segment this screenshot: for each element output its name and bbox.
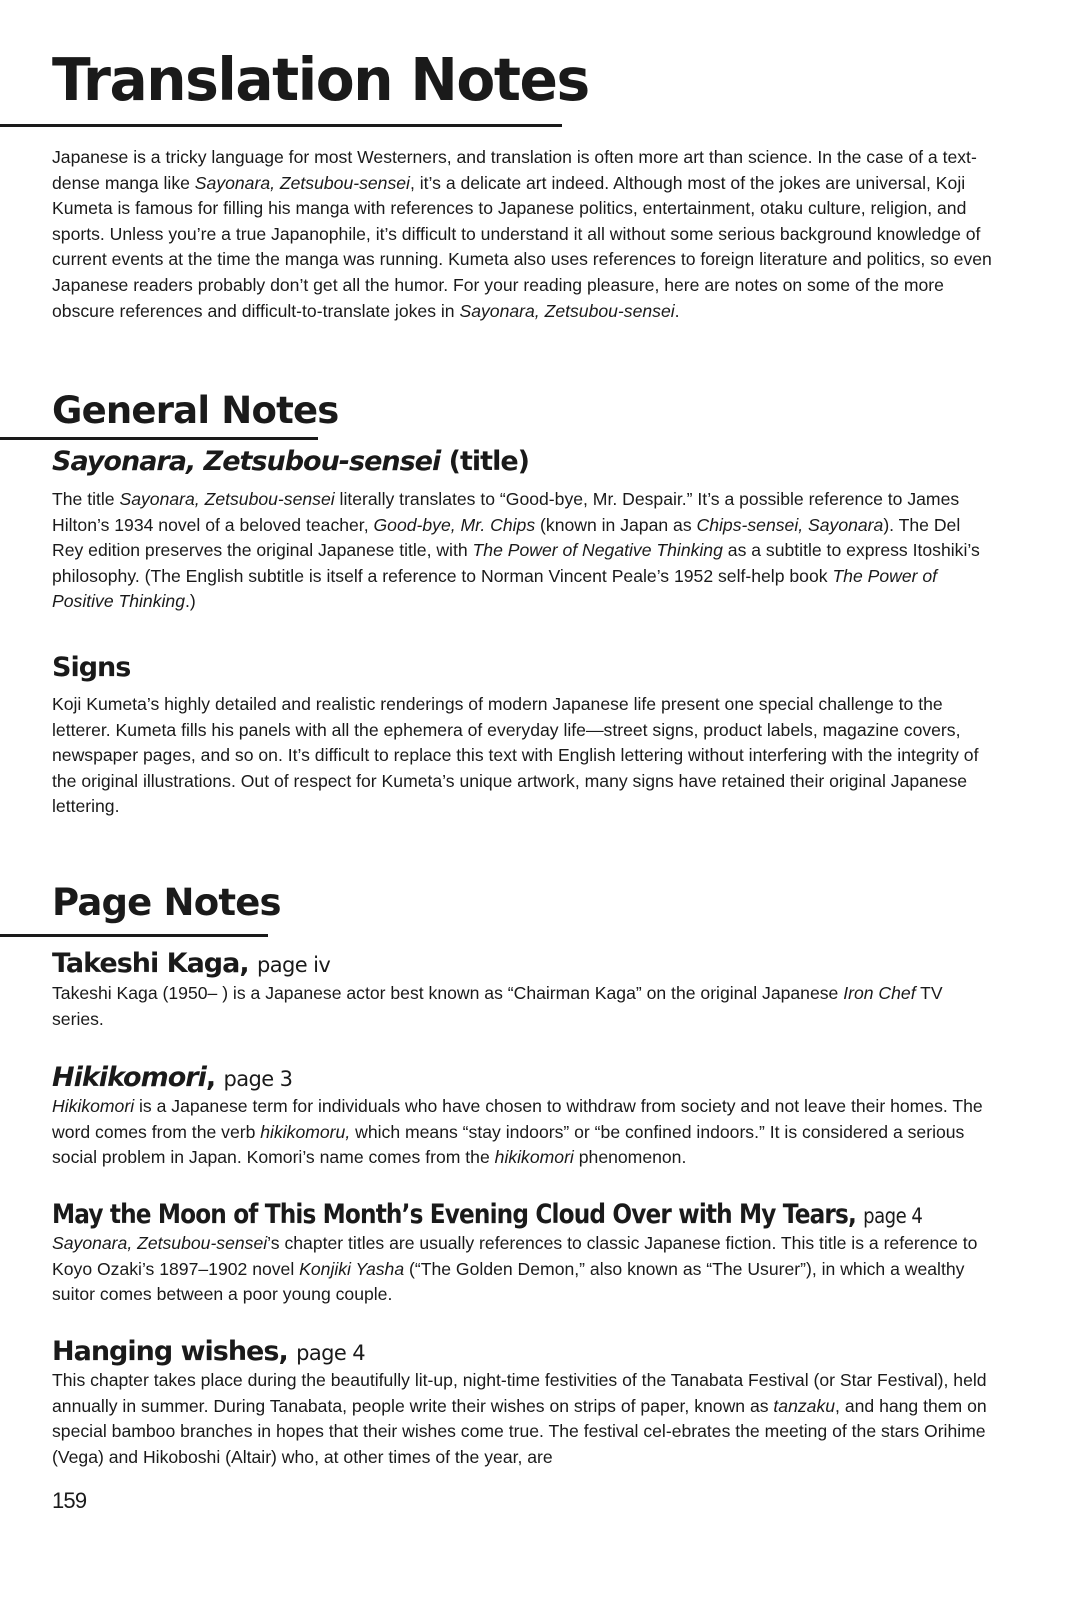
text-run: ). The Del Rey edition preserves the original Japanese title, with — [52, 514, 961, 561]
text-run: phenomenon. — [573, 1147, 687, 1168]
italic-text: The Power of Negative Thinking — [472, 540, 723, 561]
text-run: , it’s a delicate art indeed. Although most of the jokes are universal, Koji Kumeta is famous for filling his manga with references to Japanese politics, entertainment, otaku culture, religion, and sports. Unless you’re a true Japanophile, it’s difficult to understand it all without some serious background knowledge of current events at the time the manga was running. Kumeta also uses references to foreign literature and politics, so even Japanese readers probably don’t get all the humor. For your reading pleasure, here are notes on some of the more obscure references and difficult-to-translate jokes in — [52, 172, 992, 321]
italic-text: Iron Chef — [843, 983, 916, 1003]
text-run: Hanging wishes, — [52, 1336, 297, 1367]
text-run: ’s chapter titles are usually references to classic Japanese fiction. This title is a reference to Koyo Ozaki’s 1897–1902 novel — [52, 1233, 978, 1279]
general-notes-rule — [0, 437, 318, 440]
italic-text: Sayonara, Zetsubou-sensei — [52, 1233, 268, 1253]
italic-text: Good-bye, Mr. Chips — [373, 514, 536, 535]
italic-text: tanzaku — [773, 1395, 836, 1416]
text-run: Koji Kumeta’s highly detailed and realistic renderings of modern Japanese life present one special challenge to the letterer. Kumeta fills his panels with all the ephemera of everyday life—street signs, product labels, magazine covers, newspaper pages, and so on. It’s difficult to replace this text with English lettering without interfering with the integrity of the original illustrations. Out of respect for Kumeta’s unique artwork, many signs have retained their original Japanese lettering. — [52, 694, 979, 817]
italic-text: Sayonara, Zetsubou-sensei — [459, 300, 675, 321]
text-run: as a subtitle to express Itoshiki’s philosophy. (The English subtitle is itself a reference to Norman Vincent Peale’s 1952 self-help book — [52, 540, 980, 586]
text-run: The title — [52, 489, 120, 509]
text-run: TV series. — [52, 983, 943, 1029]
italic-text: hikikomori — [494, 1147, 574, 1168]
italic-text: The Power of Positive Thinking — [52, 565, 938, 612]
italic-text: Sayonara, Zetsubou-sensei — [119, 489, 335, 509]
note-body — [52, 981, 992, 1032]
page-reference: page 4 — [863, 1204, 923, 1228]
signs-body — [52, 692, 992, 820]
note-heading — [52, 1198, 922, 1233]
italic-text: Hikikomori — [52, 1062, 206, 1093]
note-body — [52, 1094, 992, 1171]
page-reference: page 4 — [296, 1341, 365, 1365]
title-note-body — [52, 487, 992, 615]
text-run: literally translates to “Good-bye, Mr. Despair.” It’s a possible reference to James Hilton’s 1934 novel of a beloved teacher, — [52, 489, 960, 535]
text-run: This chapter takes place during the beautifully lit-up, night-time festivities of the Tanabata Festival (or Star Festival), held annually in summer. During Tanabata, people write their wishes on strips of paper, known as — [52, 1370, 987, 1416]
page-reference: page 3 — [223, 1067, 293, 1091]
italic-text: Konjiki Yasha — [299, 1258, 405, 1279]
text-run: which means “stay indoors” or “be confined indoors.” It is considered a serious social problem in Japan. Komori’s name comes from the — [52, 1121, 965, 1168]
text-run: (known in Japan as — [535, 514, 697, 535]
page-notes-heading: Page Notes — [52, 881, 281, 924]
page-reference: page iv — [257, 953, 331, 977]
page-number: 159 — [52, 1488, 87, 1513]
note-body — [52, 1231, 992, 1308]
title-note-heading — [52, 445, 529, 479]
page-notes-rule — [0, 934, 268, 937]
note-heading — [52, 1061, 292, 1096]
signs-heading: Signs — [52, 652, 131, 683]
italic-text: Chips-sensei, Sayonara — [696, 514, 884, 535]
intro-paragraph — [52, 145, 992, 324]
text-run: , — [205, 1062, 224, 1093]
text-run: , and hang them on special bamboo branches in hopes that their wishes come true. The festival cel-ebrates the meeting of the stars Orihime (Vega) and Hikoboshi (Altair) who, at other times of the year, are — [52, 1395, 987, 1467]
page-title: Translation Notes — [52, 45, 589, 114]
note-body — [52, 1368, 992, 1470]
title-note-heading-rest: (title) — [440, 446, 529, 477]
note-heading — [52, 947, 330, 982]
italic-text: hikikomoru, — [260, 1121, 351, 1142]
title-note-heading-italic: Sayonara, Zetsubou-sensei — [52, 446, 441, 477]
text-run: (“The Golden Demon,” also known as “The Usurer”), in which a wealthy suitor comes between a poor young couple. — [52, 1258, 965, 1305]
general-notes-heading: General Notes — [52, 389, 339, 432]
note-heading — [52, 1335, 365, 1370]
text-run: Takeshi Kaga (1950– ) is a Japanese actor best known as “Chairman Kaga” on the original Japanese — [52, 983, 844, 1003]
italic-text: Sayonara, Zetsubou-sensei — [194, 172, 410, 193]
title-rule — [0, 124, 562, 127]
text-run: Japanese is a tricky language for most Westerners, and translation is often more art than science. In the case of a text-dense manga like — [52, 147, 977, 193]
text-run: .) — [185, 591, 196, 612]
italic-text: Hikikomori — [52, 1096, 135, 1116]
text-run: Takeshi Kaga, — [52, 948, 257, 979]
text-run: May the Moon of This Month’s Evening Cloud Over with My Tears, — [52, 1199, 864, 1230]
text-run: is a Japanese term for individuals who have chosen to withdraw from society and not leave their homes. The word comes from the verb — [52, 1096, 983, 1142]
text-run: . — [674, 300, 680, 321]
